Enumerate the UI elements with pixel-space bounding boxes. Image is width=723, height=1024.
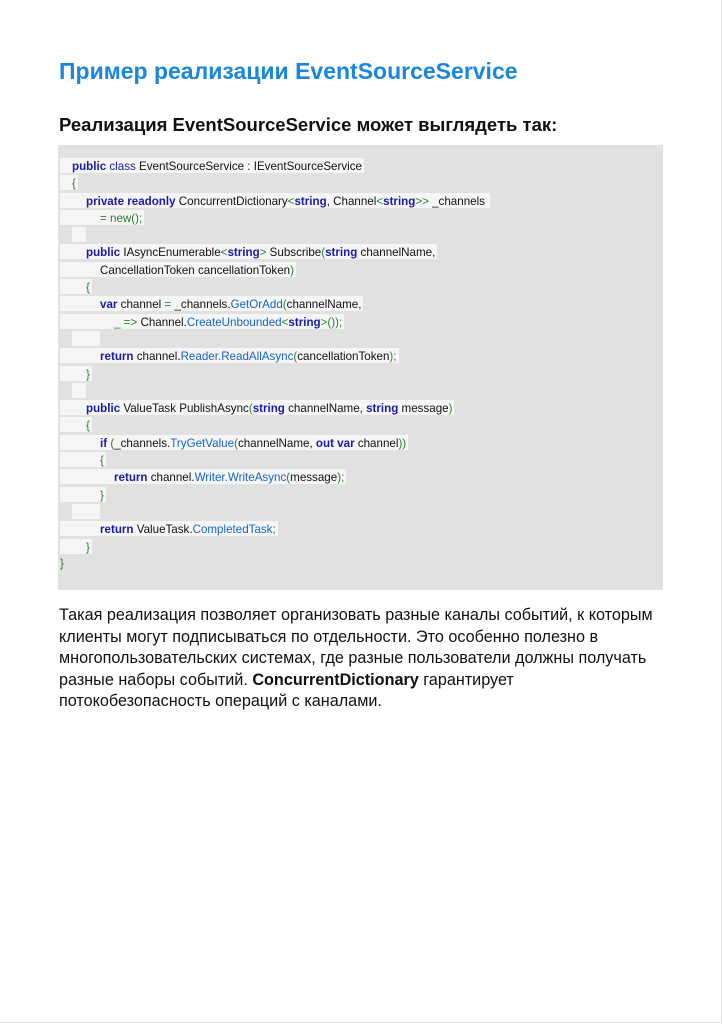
- code-token: channelName,: [357, 246, 436, 260]
- code-token: (: [107, 436, 115, 450]
- paragraph-text-end: гарантирует потокобезопасность операций с каналами.: [59, 670, 514, 710]
- code-token: channelName,: [237, 436, 316, 450]
- code-token: return: [114, 471, 148, 485]
- code-token: (: [321, 246, 326, 260]
- code-token: .: [224, 471, 228, 485]
- code-token: }: [60, 556, 64, 570]
- code-token: );: [389, 350, 397, 364]
- code-token: IAsyncEnumerable: [120, 246, 221, 260]
- code-token: )): [398, 436, 407, 450]
- code-token: public: [86, 402, 121, 416]
- code-line-19: [60, 468, 490, 485]
- code-token: if: [100, 436, 108, 450]
- code-token: (: [248, 402, 253, 416]
- code-line-10: [60, 313, 490, 330]
- code-token: return: [100, 523, 134, 537]
- code-token: var: [100, 298, 118, 312]
- code-line-16: [60, 416, 490, 433]
- code-token: <: [281, 315, 289, 329]
- code-token: Writer: [194, 471, 225, 485]
- code-lines: [60, 157, 490, 572]
- code-token: public: [72, 160, 107, 173]
- code-token: message: [290, 471, 338, 485]
- code-token: string: [383, 194, 416, 208]
- paragraph-text: Такая реализация позволяет организовать разные каналы событий, к которым клиенты могут подписываться по отдельности. Это особенно полезно в многопользовательских системах, где разные пользователи должны получать разные наборы событий.: [59, 606, 653, 689]
- code-token: EventSourceService : IEventSourceService: [135, 160, 362, 173]
- code-line-14: [60, 382, 490, 399]
- slide-title: Пример реализации EventSourceService: [59, 58, 518, 84]
- code-token: >: [259, 246, 267, 260]
- code-token: ): [448, 402, 453, 416]
- code-token: Channel.: [137, 315, 187, 329]
- code-token: string: [227, 246, 260, 260]
- code-line-17: [60, 434, 490, 451]
- code-token: _channels.: [114, 436, 171, 450]
- code-token: =: [164, 298, 172, 312]
- body-paragraph: [59, 605, 659, 713]
- code-line-2: [60, 174, 490, 191]
- code-token: .: [217, 350, 222, 364]
- code-token: TryGetValue: [170, 436, 235, 450]
- code-token: <: [376, 194, 384, 208]
- code-token: class: [109, 160, 136, 173]
- code-line-11: [60, 330, 490, 347]
- code-line-20: [60, 486, 490, 503]
- code-token: Reader: [180, 350, 218, 364]
- code-token: string: [288, 315, 321, 329]
- paragraph-bold-term: ConcurrentDictionary: [252, 670, 419, 689]
- code-token: var: [333, 436, 355, 450]
- code-token: {: [100, 454, 104, 468]
- code-line-7: [60, 261, 490, 278]
- code-line-1: [60, 157, 490, 174]
- code-token: CancellationToken cancellationToken: [100, 263, 291, 277]
- code-token: cancellationToken: [297, 350, 390, 364]
- code-token: channelName,: [286, 298, 362, 312]
- code-token: , Channel: [326, 194, 377, 208]
- code-token: CompletedTask: [192, 523, 273, 537]
- code-token: (: [234, 436, 238, 450]
- code-token: string: [252, 402, 285, 416]
- code-token: ;: [272, 523, 276, 537]
- code-token: channel: [354, 436, 399, 450]
- code-line-21: [60, 503, 490, 520]
- code-line-15: [60, 399, 490, 416]
- code-token: string: [366, 402, 399, 416]
- code-token: _channels: [428, 194, 489, 208]
- code-line-18: [60, 451, 490, 468]
- code-token: out: [315, 436, 334, 450]
- code-line-24: [60, 555, 490, 572]
- code-token: string: [325, 246, 358, 260]
- code-token: {: [86, 419, 90, 433]
- code-line-8: [60, 278, 490, 295]
- code-token: (: [293, 350, 298, 364]
- code-token: (: [282, 298, 287, 312]
- code-token: <: [220, 246, 228, 260]
- code-token: return: [100, 350, 134, 364]
- code-line-6: [60, 243, 490, 260]
- code-token: }: [86, 367, 90, 381]
- code-token: GetOrAdd: [230, 298, 283, 312]
- code-token: }: [100, 488, 104, 502]
- code-line-23: [60, 538, 490, 555]
- code-token: private readonly: [86, 194, 176, 208]
- code-token: <: [287, 194, 295, 208]
- code-line-13: [60, 365, 490, 382]
- code-token: Subscribe: [266, 246, 322, 260]
- code-token: string: [294, 194, 327, 208]
- code-line-4: [60, 209, 490, 226]
- code-token: channel: [117, 298, 165, 312]
- code-token: ValueTask PublishAsync: [120, 402, 249, 416]
- code-block: [58, 145, 663, 590]
- code-token: );: [337, 471, 345, 485]
- code-token: ReadAllAsync: [221, 350, 294, 364]
- code-token: ): [290, 263, 295, 277]
- code-line-3: [60, 192, 490, 209]
- code-token: channel.: [133, 350, 181, 364]
- code-token: WriteAsync: [227, 471, 287, 485]
- code-token: {: [72, 177, 76, 191]
- code-line-9: [60, 295, 490, 312]
- slide-subtitle: Реализация EventSourceService может выглядеть так:: [59, 114, 558, 135]
- code-line-5: [60, 226, 490, 243]
- code-token: public: [86, 246, 121, 260]
- code-token: _ =>: [114, 315, 138, 329]
- code-token: message: [398, 402, 449, 416]
- code-line-22: [60, 520, 490, 537]
- code-token: channelName,: [284, 402, 367, 416]
- code-token: }: [86, 540, 90, 554]
- code-token: >());: [320, 315, 343, 329]
- code-token: = new();: [100, 211, 143, 225]
- code-token: >>: [415, 194, 429, 208]
- code-token: (: [286, 471, 291, 485]
- code-token: {: [86, 281, 90, 295]
- code-token: ValueTask.: [133, 523, 193, 537]
- code-line-12: [60, 347, 490, 364]
- code-token: CreateUnbounded: [186, 315, 282, 329]
- code-token: channel.: [147, 471, 195, 485]
- code-token: _channels.: [171, 298, 231, 312]
- code-token: ConcurrentDictionary: [175, 194, 288, 208]
